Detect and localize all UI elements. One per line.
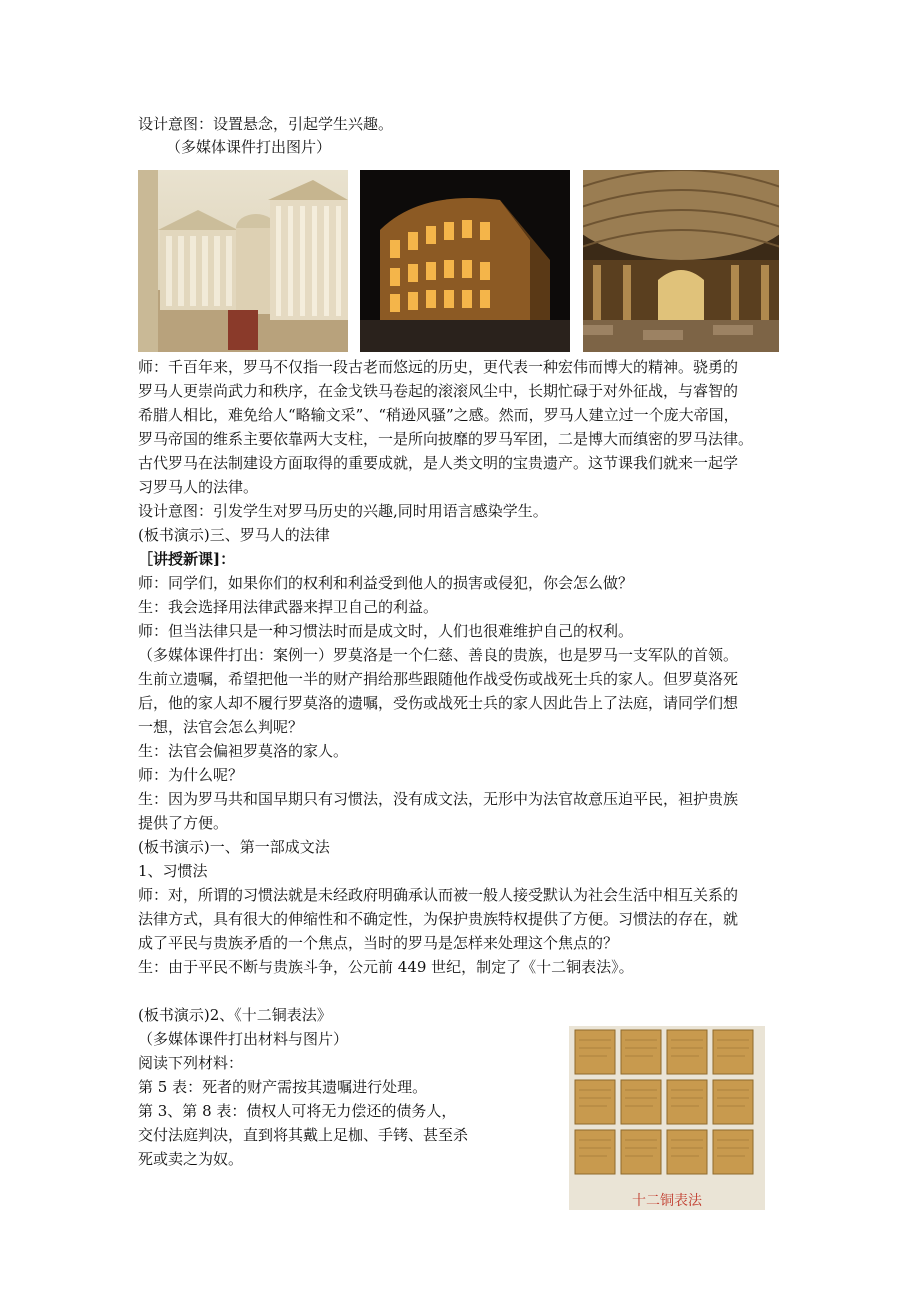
board-heading-1: (板书演示)三、罗马人的法律: [138, 526, 330, 544]
pantheon-image: [583, 170, 779, 352]
materials-line-4: 第 3、第 8 表：债权人可将无力偿还的债务人，: [138, 1102, 457, 1120]
teacher-intro-line-6: 习罗马人的法律。: [138, 478, 259, 496]
teacher-intro-line-4: 罗马帝国的维系主要依靠两大支柱，一是所向披靡的罗马军团，二是博大而缜密的罗马法律。: [138, 430, 754, 448]
dialogue2-line-1: 生：法官会偏袒罗莫洛的家人。: [138, 742, 349, 760]
customary-line-1: 师：对，所谓的习惯法就是未经政府明确承认而被一般人接受默认为社会生活中相互关系的: [138, 886, 739, 904]
colosseum-image: [360, 170, 570, 352]
subheading-customary-law: 1、习惯法: [138, 862, 208, 880]
dialogue-line-2: 生：我会选择用法律武器来捍卫自己的利益。: [138, 598, 439, 616]
materials-line-6: 死或卖之为奴。: [138, 1150, 244, 1168]
materials-line-5: 交付法庭判决，直到将其戴上足枷、手铐、甚至杀: [138, 1126, 469, 1144]
customary-line-4: 生：由于平民不断与贵族斗争，公元前 449 世纪，制定了《十二铜表法》。: [138, 958, 634, 976]
case-line-3: 后，他的家人却不履行罗莫洛的遗嘱，受伤或战死士兵的家人因此告上了法庭，请同学们想: [138, 694, 739, 712]
materials-line-2: 阅读下列材料：: [138, 1054, 244, 1072]
twelve-tables-image: [569, 1026, 765, 1210]
multimedia-note: （多媒体课件打出图片）: [166, 138, 332, 156]
dialogue-line-1: 师：同学们，如果你们的权利和利益受到他人的损害或侵犯，你会怎么做？: [138, 574, 634, 592]
materials-line-3: 第 5 表：死者的财产需按其遗嘱进行处理。: [138, 1078, 428, 1096]
dialogue-line-3: 师：但当法律只是一种习惯法时而是成文时，人们也很难维护自己的权利。: [138, 622, 634, 640]
teacher-intro-line-2: 罗马人更崇尚武力和秩序，在金戈铁马卷起的滚滚风尘中，长期忙碌于对外征战，与睿智的: [138, 382, 739, 400]
design-intent-2: 设计意图：引发学生对罗马历史的兴趣,同时用语言感染学生。: [138, 502, 548, 520]
customary-line-3: 成了平民与贵族矛盾的一个焦点，当时的罗马是怎样来处理这个焦点的？: [138, 934, 619, 952]
customary-line-2: 法律方式，具有很大的伸缩性和不确定性，为保护贵族特权提供了方便。习惯法的存在，就: [138, 910, 739, 928]
roman-forum-image: [138, 170, 348, 352]
case-line-4: 一想，法官会怎么判呢？: [138, 718, 304, 736]
teacher-intro-line-5: 古代罗马在法制建设方面取得的重要成就，是人类文明的宝贵遗产。这节课我们就来一起学: [138, 454, 739, 472]
teacher-intro-line-1: 师：千百年来，罗马不仅指一段古老而悠远的历史，更代表一种宏伟而博大的精神。骁勇的: [138, 358, 739, 376]
board-heading-2: (板书演示)一、第一部成文法: [138, 838, 330, 856]
new-lesson-heading: ［讲授新课]：: [138, 550, 236, 568]
twelve-tables-caption: 十二铜表法: [632, 1193, 702, 1209]
design-intent-1: 设计意图：设置悬念，引起学生兴趣。: [138, 115, 394, 133]
dialogue2-line-2: 师：为什么呢？: [138, 766, 244, 784]
dialogue2-line-4: 提供了方便。: [138, 814, 229, 832]
board-heading-3: (板书演示)2、《十二铜表法》: [138, 1006, 332, 1024]
case-line-1: （多媒体课件打出：案例一）罗莫洛是一个仁慈、善良的贵族，也是罗马一支军队的首领。: [138, 646, 739, 664]
teacher-intro-line-3: 希腊人相比，难免给人“略输文采”、“稍逊风骚”之感。然而，罗马人建立过一个庞大帝国，: [138, 406, 739, 424]
case-line-2: 生前立遗嘱，希望把他一半的财产捐给那些跟随他作战受伤或战死士兵的家人。但罗莫洛死: [138, 670, 739, 688]
dialogue2-line-3: 生：因为罗马共和国早期只有习惯法，没有成文法，无形中为法官故意压迫平民，袒护贵族: [138, 790, 739, 808]
materials-line-1: （多媒体课件打出材料与图片）: [138, 1030, 349, 1048]
